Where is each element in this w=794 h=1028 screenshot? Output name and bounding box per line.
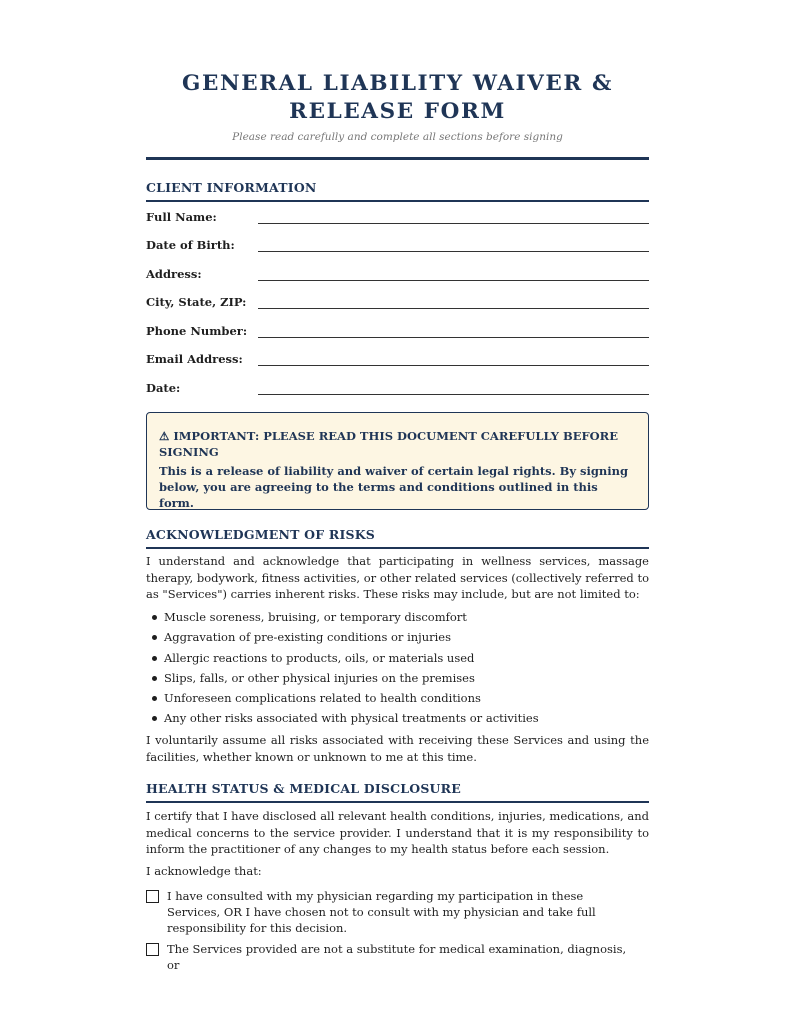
title-line-1: GENERAL LIABILITY WAIVER & — [182, 71, 613, 96]
important-notice-box — [146, 412, 649, 510]
document-subtitle: Please read carefully and complete all sections before signing — [232, 131, 563, 143]
bullet-icon — [152, 696, 157, 701]
bullet-icon — [152, 676, 157, 681]
risks-intro-paragraph: I understand and acknowledge that participating in wellness services, massage therapy, bodywork, fitness activities, or other related services (collectively referred to as "Services") carries inherent risks. These risks may include, but are not limited to: — [146, 554, 649, 601]
date-of-birth-input-line[interactable] — [258, 251, 649, 252]
acknowledge-label: I acknowledge that: — [146, 864, 262, 878]
risk-item-text: Muscle soreness, bruising, or temporary discomfort — [164, 610, 467, 624]
health-intro-paragraph: I certify that I have disclosed all relevant health conditions, injuries, medications, and medical concerns to the service provider. I understand that it is my responsibility to inform the practitioner of any changes to my health status before each session. — [146, 809, 649, 856]
document-title — [146, 70, 649, 126]
risk-item-text: Allergic reactions to products, oils, or materials used — [164, 650, 475, 665]
field-email-address — [146, 352, 649, 370]
phone-number-input-line[interactable] — [258, 337, 649, 338]
list-item — [146, 690, 649, 710]
field-label: City, State, ZIP: — [146, 295, 247, 309]
list-item — [146, 710, 649, 730]
risk-item-text: Slips, falls, or other physical injuries on the premises — [164, 670, 475, 685]
field-phone-number — [146, 324, 649, 342]
notice-title: ⚠ IMPORTANT: PLEASE READ THIS DOCUMENT CAREFULLY BEFORE SIGNING — [159, 429, 619, 459]
bullet-icon — [152, 716, 157, 721]
field-label: Address: — [146, 267, 202, 281]
field-label: Phone Number: — [146, 324, 248, 338]
section-heading-client-information: CLIENT INFORMATION — [146, 180, 649, 202]
city-state-zip-input-line[interactable] — [258, 308, 649, 309]
bullet-icon — [152, 635, 157, 640]
checkbox-label: The Services provided are not a substitute for medical examination, diagnosis, or — [167, 942, 627, 972]
bullet-icon — [152, 615, 157, 620]
field-address — [146, 267, 649, 285]
field-city-state-zip — [146, 295, 649, 313]
risk-item-text: Aggravation of pre-existing conditions or injuries — [164, 630, 452, 645]
risks-closing-paragraph: I voluntarily assume all risks associated with receiving these Services and using the facilities, whether known or unknown to me at this time. — [146, 733, 649, 764]
field-label: Date: — [146, 381, 181, 395]
full-name-input-line[interactable] — [258, 223, 649, 224]
bullet-icon — [152, 656, 157, 661]
field-date-of-birth — [146, 238, 649, 256]
address-input-line[interactable] — [258, 280, 649, 281]
list-item — [146, 650, 649, 670]
field-label: Email Address: — [146, 352, 243, 366]
risk-list — [146, 609, 649, 731]
list-item — [146, 629, 649, 649]
not-medical-substitute-checkbox[interactable] — [146, 943, 159, 956]
list-item — [146, 609, 649, 629]
header-divider — [146, 157, 649, 160]
field-full-name — [146, 210, 649, 228]
field-label: Date of Birth: — [146, 238, 235, 252]
list-item — [146, 670, 649, 690]
physician-consultation-checkbox[interactable] — [146, 890, 159, 903]
date-input-line[interactable] — [258, 394, 649, 395]
checkbox-label: I have consulted with my physician regarding my participation in these Services, OR I have chosen not to consult with my physician and take full responsibility for this decision. — [167, 889, 596, 935]
risk-item-text: Unforeseen complications related to health conditions — [164, 691, 481, 706]
field-label: Full Name: — [146, 210, 217, 224]
title-line-2: RELEASE FORM — [289, 99, 506, 124]
risk-item-text: Any other risks associated with physical treatments or activities — [164, 711, 539, 726]
email-address-input-line[interactable] — [258, 365, 649, 366]
section-heading-acknowledgment-of-risks: ACKNOWLEDGMENT OF RISKS — [146, 527, 649, 549]
notice-body: This is a release of liability and waiver of certain legal rights. By signing below, you are agreeing to the terms and conditions outlined in this form. — [159, 464, 629, 510]
field-date — [146, 381, 649, 399]
section-heading-health-status: HEALTH STATUS & MEDICAL DISCLOSURE — [146, 781, 649, 803]
